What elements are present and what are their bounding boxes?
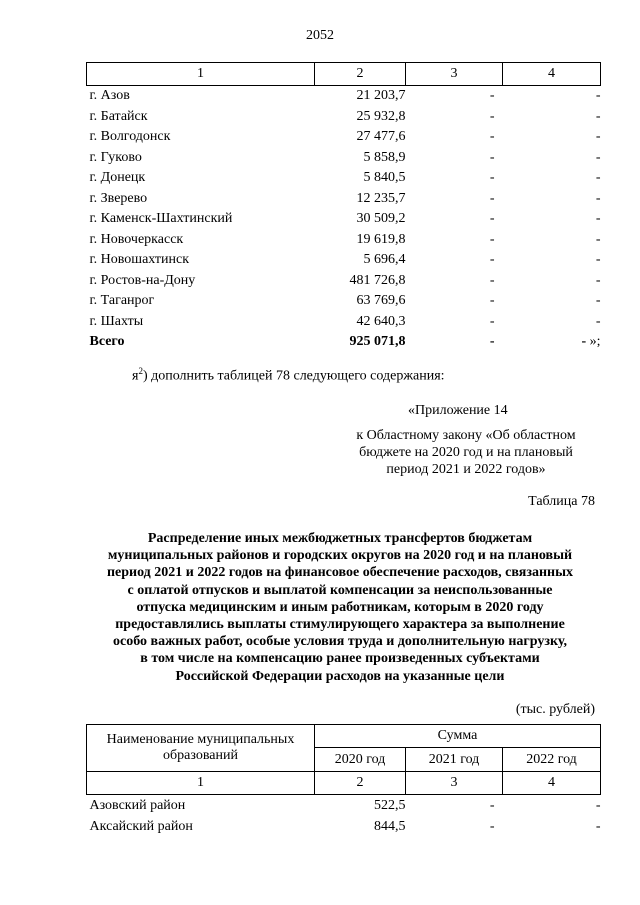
table-row <box>87 148 601 169</box>
amendment-superscript: 2 <box>138 366 143 376</box>
column-number: 2 <box>315 772 406 795</box>
heading-line: с оплатой отпусков и выплатой компенсации за неиспользованные <box>127 582 553 598</box>
amount-2022: - <box>595 293 601 309</box>
heading-line: муниципальных районов и городских округов на 2020 год и на плановый <box>107 548 573 564</box>
amount-2020: 5 840,5 <box>363 170 406 186</box>
amount-2021: - <box>489 272 495 288</box>
table-row <box>87 271 601 292</box>
heading-line: особо важных работ, особые условия труда и дополнительную нагрузку, <box>113 634 567 650</box>
heading-line: Распределение иных межбюджетных трансфертов бюджетам <box>147 531 533 546</box>
municipality-name: Азовский район <box>89 798 186 813</box>
table-row <box>87 816 601 837</box>
amount-2022: - <box>595 252 601 268</box>
page-number: 2052 <box>306 28 334 43</box>
municipality-name: г. Ростов-на-Дону <box>89 272 196 288</box>
table-row <box>87 189 601 210</box>
amendment-prefix: я <box>132 368 139 384</box>
heading-line: отпуска медицинским и иным работникам, которым в 2020 году <box>136 599 544 615</box>
appendix-title: «Приложение 14 <box>408 403 508 418</box>
amount-2022: - <box>595 798 601 813</box>
amount-2022: - <box>595 313 601 329</box>
municipality-name: г. Таганрог <box>89 293 155 309</box>
amount-2022: - <box>595 190 601 206</box>
amount-2022: - <box>595 108 601 124</box>
heading-line: период 2021 и 2022 годов на финансовое обеспечение расходов, связанных <box>106 565 574 581</box>
amount-2020: 30 509,2 <box>356 211 406 227</box>
table-row <box>87 795 601 817</box>
column-numbers-row <box>87 63 601 86</box>
heading-line: в том числе на компенсацию ранее произведенных субъектами <box>140 651 540 667</box>
column-number: 1 <box>87 63 315 86</box>
amount-2020: 63 769,6 <box>356 293 406 309</box>
amount-2022: - <box>595 129 601 145</box>
amount-2020: 522,5 <box>374 798 406 813</box>
municipality-name: г. Гуково <box>89 149 142 165</box>
name-column-header: Наименование муниципальных образований <box>87 725 315 772</box>
amount-2021: - <box>489 149 495 165</box>
municipality-name: г. Новочеркасск <box>89 231 184 247</box>
amount-2020: 19 619,8 <box>356 231 406 247</box>
heading-line: предоставлялись выплаты стимулирующего характера за выполнение <box>115 617 565 633</box>
quote-close: »; <box>589 334 601 350</box>
table-row <box>87 250 601 271</box>
amount-2021: - <box>489 170 495 186</box>
amount-2020: 844,5 <box>374 819 406 834</box>
total-2020: 925 071,8 <box>349 334 406 350</box>
table-heading <box>70 530 610 685</box>
amount-2021: - <box>489 819 495 834</box>
total-label: Всего <box>89 334 125 350</box>
column-number: 4 <box>503 772 601 795</box>
amount-2022: - <box>595 149 601 165</box>
amount-2021: - <box>489 129 495 145</box>
amount-2022: - <box>595 819 601 834</box>
amount-2021: - <box>489 88 495 104</box>
total-2022-cell <box>503 332 601 353</box>
heading-line: Российской Федерации расходов на указанные цели <box>175 668 505 684</box>
municipality-name: г. Зверево <box>89 190 148 206</box>
amount-2020: 5 858,9 <box>363 149 406 165</box>
municipality-name: Аксайский район <box>89 819 193 834</box>
amount-2022: - <box>595 88 601 104</box>
transfers-table <box>86 724 601 837</box>
total-2022: - <box>581 334 587 350</box>
municipality-name: г. Волгодонск <box>89 129 171 145</box>
total-2021: - <box>489 334 495 350</box>
amount-2020: 12 235,7 <box>356 190 406 206</box>
table-row <box>87 168 601 189</box>
amendment-body: ) дополнить таблицей 78 следующего содержания: <box>142 368 445 384</box>
column-number: 4 <box>503 63 601 86</box>
column-number: 2 <box>315 63 406 86</box>
municipality-name: г. Батайск <box>89 108 148 124</box>
column-number: 1 <box>87 772 315 795</box>
amount-2021: - <box>489 293 495 309</box>
amount-2022: - <box>595 231 601 247</box>
table-row <box>87 312 601 333</box>
amount-2021: - <box>489 231 495 247</box>
year-header: 2022 год <box>503 748 601 772</box>
amendment-text <box>132 366 445 385</box>
municipal-amounts-table <box>86 62 601 353</box>
table-row <box>87 127 601 148</box>
amount-2021: - <box>489 313 495 329</box>
units-label: (тыс. рублей) <box>515 702 595 717</box>
municipality-name: г. Донецк <box>89 170 146 186</box>
table-label: Таблица 78 <box>528 494 595 509</box>
table-row <box>87 86 601 107</box>
total-row <box>87 332 601 353</box>
municipality-name: г. Каменск-Шахтинский <box>89 211 233 227</box>
amount-2020: 27 477,6 <box>356 129 406 145</box>
amount-2022: - <box>595 272 601 288</box>
table-row <box>87 291 601 312</box>
column-number: 3 <box>406 772 503 795</box>
column-number: 3 <box>406 63 503 86</box>
amount-2020: 21 203,7 <box>356 88 406 104</box>
table-row <box>87 107 601 128</box>
table-row <box>87 209 601 230</box>
appendix-reference: к Областному закону «Об областном бюджете на 2020 год и на плановый период 2021 и 2022 годов» <box>356 428 576 477</box>
amount-2021: - <box>489 108 495 124</box>
amount-2022: - <box>595 211 601 227</box>
sum-header: Сумма <box>315 725 601 748</box>
municipality-name: г. Шахты <box>89 313 144 329</box>
amount-2021: - <box>489 190 495 206</box>
amount-2021: - <box>489 252 495 268</box>
amount-2020: 5 696,4 <box>363 252 406 268</box>
amount-2020: 42 640,3 <box>356 313 406 329</box>
municipality-name: г. Новошахтинск <box>89 252 190 268</box>
year-header: 2020 год <box>315 748 406 772</box>
amount-2021: - <box>489 798 495 813</box>
municipality-name: г. Азов <box>89 88 130 104</box>
table-row <box>87 230 601 251</box>
amount-2020: 481 726,8 <box>349 272 406 288</box>
amount-2021: - <box>489 211 495 227</box>
amount-2020: 25 932,8 <box>356 108 406 124</box>
amount-2022: - <box>595 170 601 186</box>
year-header: 2021 год <box>406 748 503 772</box>
